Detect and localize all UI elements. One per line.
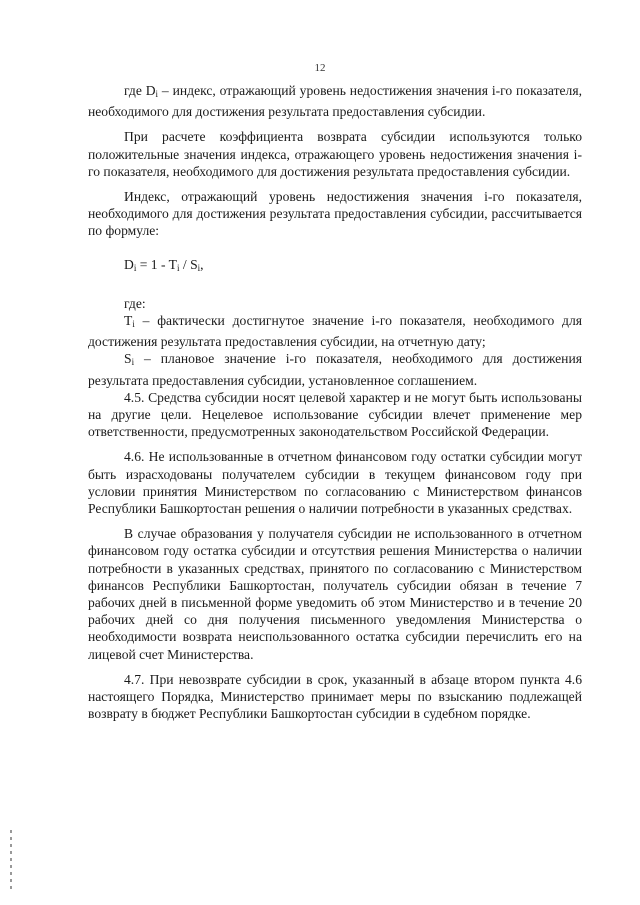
paragraph-ti-definition: $T_i$ – фактически достигнутое значение i-го показателя, необходимого для достижения результата предоставления субсидии, на отчетную дату; (88, 313, 582, 350)
paragraph-di-definition: где $D_i$ – индекс, отражающий уровень недостижения значения i-го показателя, необходимого для достижения результата предоставления субсидии. (88, 83, 582, 120)
scan-margin-mark (10, 830, 12, 890)
paragraph-4-6: 4.6. Не использованные в отчетном финансовом году остатки субсидии могут быть израсходованы получателем субсидии в текущем финансовом году при условии принятия Министерством по согласованию с Министерством финансов Республики Башкортостан решения о наличии потребности в указанных средствах. (88, 449, 582, 517)
paragraph-4-7: 4.7. При невозврате субсидии в срок, указанный в абзаце втором пункта 4.6 настоящего Порядка, Министерство принимает меры по взысканию подлежащей возврату в бюджет Республики Башкортостан субсидии в судебном порядке. (88, 671, 582, 722)
paragraph-positive-index: При расчете коэффициента возврата субсидии используются только положительные значения индекса, отражающего уровень недостижения значения i-го показателя, необходимого для достижения результата предоставления субсидии. (88, 129, 582, 179)
paragraph-index-formula-intro: Индекс, отражающий уровень недостижения значения i-го показателя, необходимого для достижения результата предоставления субсидии, рассчитывается по формуле: (88, 189, 582, 239)
paragraph-si-definition: $S_i$ – плановое значение i-го показателя, необходимого для достижения результата предоставления субсидии, установленное соглашением. (88, 351, 582, 388)
formula-di: $D_i = 1 - T_i / S_i$, (124, 256, 204, 273)
document-body (88, 82, 582, 723)
paragraph-4-6-second: В случае образования у получателя субсидии не использованного в отчетном финансовом году остатка субсидии и отсутствия решения Министерства о наличии потребности в указанных средствах, принятого по согласованию с Министерством финансов Республики Башкортостан, получатель субсидии обязан в течение 7 рабочих дней в письменной форме уведомить об этом Министерство и в течение 20 рабочих дней со дня получения письменного уведомления Министерства о необходимости возврата неиспользованного остатка субсидии перечислить его на лицевой счет Министерства. (88, 526, 582, 662)
paragraph-4-5: 4.5. Средства субсидии носят целевой характер и не могут быть использованы на другие цели. Нецелевое использование субсидии влечет применение мер ответственности, предусмотренных законодательством Российской Федерации. (88, 389, 582, 440)
page-number: 12 (314, 62, 326, 74)
where-label: где: (124, 295, 146, 311)
